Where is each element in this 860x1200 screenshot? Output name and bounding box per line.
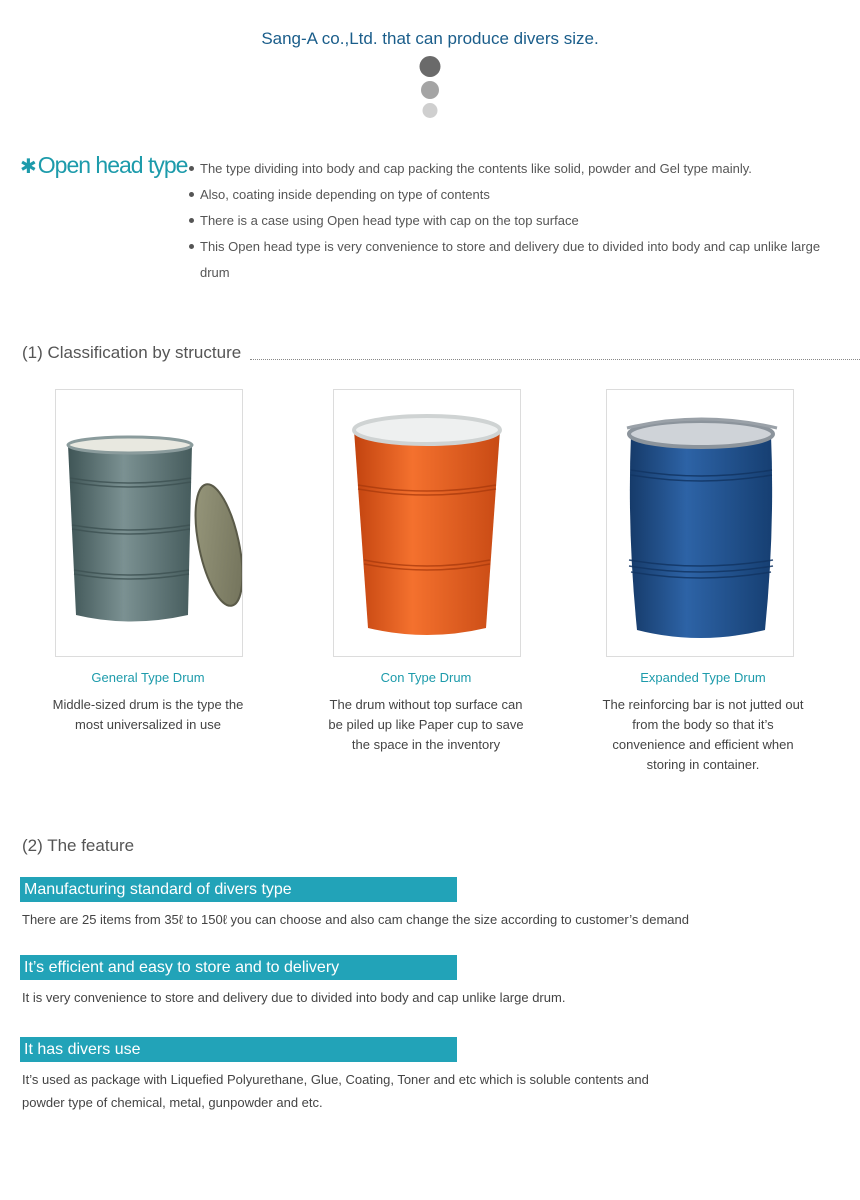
feature-title: (2) The feature (22, 836, 135, 855)
decor-dot-large (420, 56, 441, 77)
bullet-item: There is a case using Open head type with cap on the top surface (188, 208, 828, 234)
open-head-heading-text: Open head type (37, 152, 188, 178)
asterisk-icon: ✱ (20, 156, 36, 178)
bullet-item: The type dividing into body and cap packing the contents like solid, powder and Gel type mainly. (188, 156, 828, 182)
drum-name-expanded: Expanded Type Drum (640, 670, 766, 685)
open-head-heading (20, 152, 187, 179)
feature-text: There are 25 items from 35ℓ to 150ℓ you can choose and also cam change the size according to customer’s demand (22, 912, 689, 927)
feature-heading-bar: It has divers use (20, 1037, 457, 1062)
bullet-item: This Open head type is very convenience to store and delivery due to divided into body and cap unlike large drum (188, 234, 828, 286)
drum-name-con: Con Type Drum (380, 670, 472, 685)
con-drum-photo (333, 389, 521, 657)
drum-desc-expanded: The reinforcing bar is not jutted out from the body so that it’s convenience and efficient when storing in container. (602, 697, 804, 772)
dotted-divider (250, 359, 860, 360)
feature-text: It’s used as package with Liquefied Polyurethane, Glue, Coating, Toner and etc which is soluble contents and powder type of chemical, metal, gunpowder and etc. (22, 1072, 649, 1110)
bullet-item: Also, coating inside depending on type of contents (188, 182, 828, 208)
page-title: Sang-A co.,Ltd. that can produce divers size. (261, 29, 599, 48)
feature-heading-bar: Manufacturing standard of divers type (20, 877, 457, 902)
expanded-drum-image (607, 390, 793, 656)
con-drum-image (334, 390, 520, 656)
drum-desc-general: Middle-sized drum is the type the most universalized in use (52, 697, 244, 732)
drum-name-general: General Type Drum (91, 670, 205, 685)
decor-dot-medium (421, 81, 439, 99)
general-drum-image (56, 390, 242, 656)
drum-desc-con: The drum without top surface can be piled up like Paper cup to save the space in the inventory (328, 697, 524, 752)
open-head-bullets (188, 156, 828, 286)
classification-title: (1) Classification by structure (22, 343, 242, 362)
decor-dot-small (423, 103, 438, 118)
feature-heading-bar: It’s efficient and easy to store and to delivery (20, 955, 457, 980)
feature-text: It is very convenience to store and delivery due to divided into body and cap unlike large drum. (22, 990, 566, 1005)
expanded-drum-photo (606, 389, 794, 657)
general-drum-photo (55, 389, 243, 657)
